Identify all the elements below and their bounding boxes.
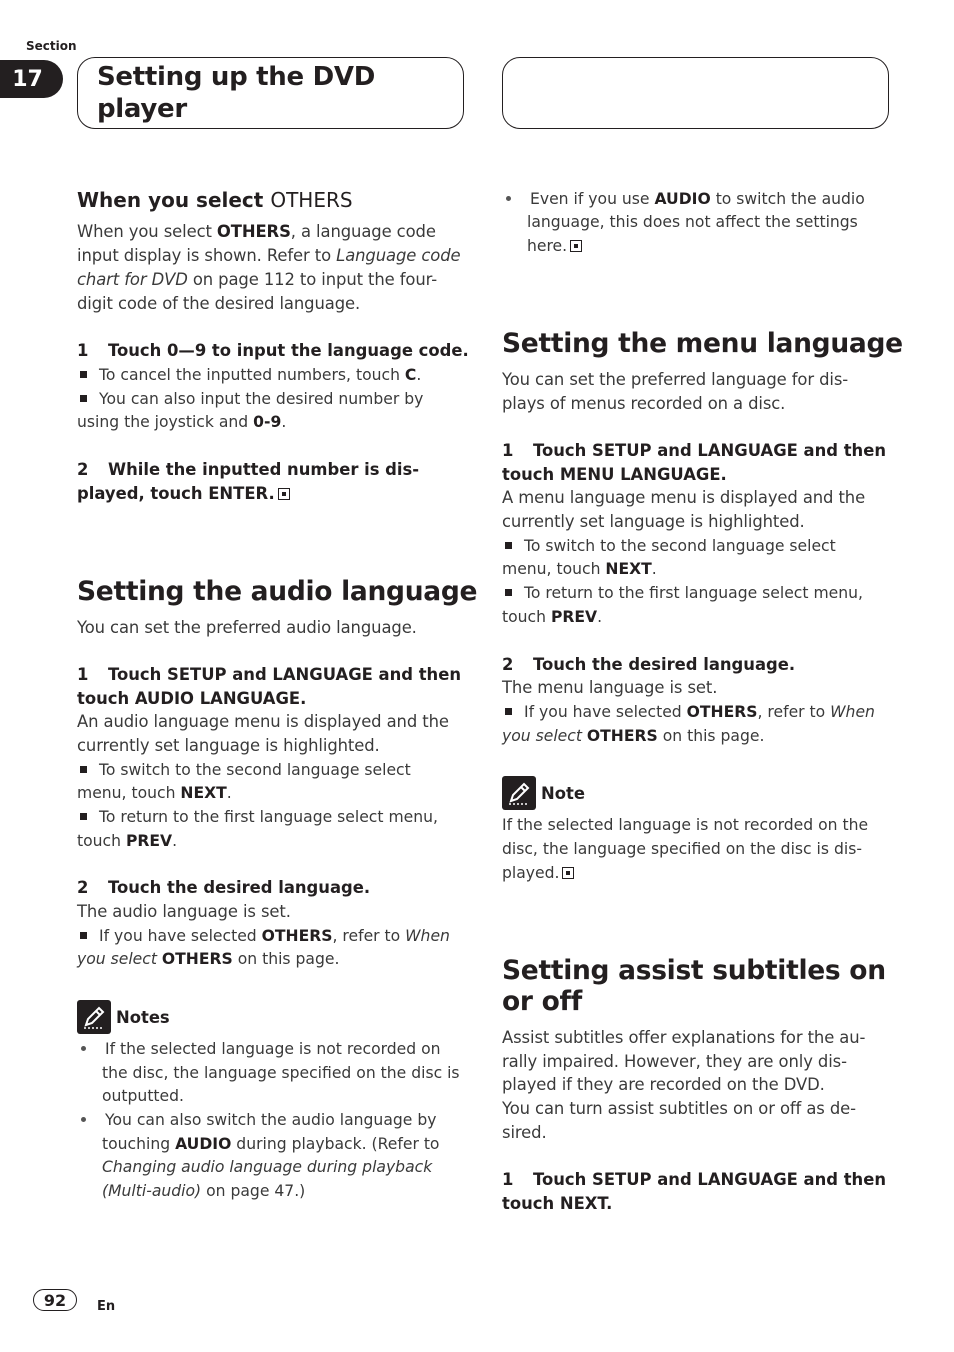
chapter-header-box xyxy=(77,57,464,129)
paragraph-line: currently set language is highlighted. xyxy=(502,512,805,531)
bullet-item: To return to the first language select menu, xyxy=(77,808,438,826)
step-2-others: 2 While the inputted number is dis- xyxy=(77,460,420,479)
bullet-item: You can also input the desired number by xyxy=(77,390,423,408)
square-bullet-icon xyxy=(505,542,512,549)
note-item-cont: language, this does not affect the settings xyxy=(527,213,858,231)
step-1-subtitles-cont: touch NEXT. xyxy=(502,1194,613,1213)
paragraph-line: rally impaired. However, they are only dis- xyxy=(502,1052,847,1071)
square-bullet-icon xyxy=(505,589,512,596)
bullet-item-cont: touch PREV. xyxy=(77,832,178,850)
paragraph-line: chart for DVD on page 112 to input the four- xyxy=(77,270,438,289)
step-1-others: 1 Touch 0—9 to input the language code. xyxy=(77,341,469,360)
note-heading: Note xyxy=(502,776,585,810)
round-bullet-icon xyxy=(81,1117,86,1122)
paragraph-line: plays of menus recorded on a disc. xyxy=(502,394,786,413)
round-bullet-icon xyxy=(81,1046,86,1051)
step-1-subtitles: 1 Touch SETUP and LANGUAGE and then xyxy=(502,1170,887,1189)
section-title-subtitles: Setting assist subtitles on xyxy=(502,955,886,986)
note-text: If the selected language is not recorded on the xyxy=(502,816,869,834)
pencil-note-icon xyxy=(77,1000,111,1034)
bullet-item: To switch to the second language select xyxy=(502,537,836,555)
paragraph-line: You can turn assist subtitles on or off as de- xyxy=(502,1099,856,1118)
step-1-audio-cont: touch AUDIO LANGUAGE. xyxy=(77,689,307,708)
bullet-item-cont: you select OTHERS on this page. xyxy=(77,950,340,968)
paragraph-line: The audio language is set. xyxy=(77,902,291,921)
square-bullet-icon xyxy=(505,708,512,715)
paragraph-line: You can set the preferred language for dis- xyxy=(502,370,849,389)
step-1-menu-cont: touch MENU LANGUAGE. xyxy=(502,465,727,484)
note-item: You can also switch the audio language by xyxy=(77,1111,436,1129)
note-item-cont: Changing audio language during playback xyxy=(102,1158,433,1176)
square-bullet-icon xyxy=(80,395,87,402)
square-bullet-icon xyxy=(80,932,87,939)
note-item-cont: touching AUDIO during playback. (Refer to xyxy=(102,1135,440,1153)
section-title-audio: Setting the audio language xyxy=(77,576,478,607)
notes-heading: Notes xyxy=(77,1000,170,1034)
bullet-item-cont: you select OTHERS on this page. xyxy=(502,727,765,745)
note-item-cont: the disc, the language specified on the disc is xyxy=(102,1064,460,1082)
bullet-item: If you have selected OTHERS, refer to When xyxy=(502,703,875,721)
pencil-note-icon xyxy=(502,776,536,810)
square-bullet-icon xyxy=(80,766,87,773)
bullet-item: To cancel the inputted numbers, touch C. xyxy=(77,366,421,384)
paragraph-line: sired. xyxy=(502,1123,547,1142)
section-title-menu: Setting the menu language xyxy=(502,328,903,359)
note-item-cont: here. xyxy=(527,237,582,255)
bullet-item-cont: menu, touch NEXT. xyxy=(77,784,232,802)
section-label: Section xyxy=(26,39,77,53)
bullet-item-cont: menu, touch NEXT. xyxy=(502,560,657,578)
paragraph-line: Assist subtitles offer explanations for the au- xyxy=(502,1028,866,1047)
paragraph-line: digit code of the desired language. xyxy=(77,294,361,313)
chapter-title: Setting up the DVD player xyxy=(97,62,375,124)
step-1-audio: 1 Touch SETUP and LANGUAGE and then xyxy=(77,665,462,684)
subsection-title-others: When you select OTHERS xyxy=(77,188,353,212)
page-number: 92 xyxy=(33,1289,77,1311)
bullet-item: If you have selected OTHERS, refer to When xyxy=(77,927,450,945)
step-2-menu: 2 Touch the desired language. xyxy=(502,655,796,674)
section-number-tab: 17 xyxy=(0,60,63,98)
end-mark-icon xyxy=(570,240,582,252)
empty-header-box xyxy=(502,57,889,129)
paragraph-line: When you select OTHERS, a language code xyxy=(77,222,436,241)
step-2-others-cont: played, touch ENTER. xyxy=(77,484,290,503)
paragraph-line: You can set the preferred audio language. xyxy=(77,618,417,637)
paragraph-line: A menu language menu is displayed and the xyxy=(502,488,866,507)
square-bullet-icon xyxy=(80,371,87,378)
step-1-menu: 1 Touch SETUP and LANGUAGE and then xyxy=(502,441,887,460)
section-title-subtitles-cont: or off xyxy=(502,986,582,1017)
note-item: Even if you use AUDIO to switch the audio xyxy=(502,190,865,208)
square-bullet-icon xyxy=(80,813,87,820)
end-mark-icon xyxy=(278,488,290,500)
bullet-item-cont: using the joystick and 0-9. xyxy=(77,413,287,431)
paragraph-line: The menu language is set. xyxy=(502,678,718,697)
note-item-cont: (Multi-audio) on page 47.) xyxy=(102,1182,306,1200)
language-code: En xyxy=(97,1299,116,1314)
note-item-cont: outputted. xyxy=(102,1087,184,1105)
bullet-item-cont: touch PREV. xyxy=(502,608,603,626)
end-mark-icon xyxy=(562,867,574,879)
round-bullet-icon xyxy=(506,196,511,201)
note-item: If the selected language is not recorded on xyxy=(77,1040,441,1058)
paragraph-line: played if they are recorded on the DVD. xyxy=(502,1075,825,1094)
paragraph-line: input display is shown. Refer to Language code xyxy=(77,246,461,265)
step-2-audio: 2 Touch the desired language. xyxy=(77,878,371,897)
note-text: played. xyxy=(502,864,574,882)
note-text: disc, the language specified on the disc is dis- xyxy=(502,840,862,858)
bullet-item: To switch to the second language select xyxy=(77,761,411,779)
bullet-item: To return to the first language select menu, xyxy=(502,584,863,602)
paragraph-line: currently set language is highlighted. xyxy=(77,736,380,755)
paragraph-line: An audio language menu is displayed and the xyxy=(77,712,449,731)
